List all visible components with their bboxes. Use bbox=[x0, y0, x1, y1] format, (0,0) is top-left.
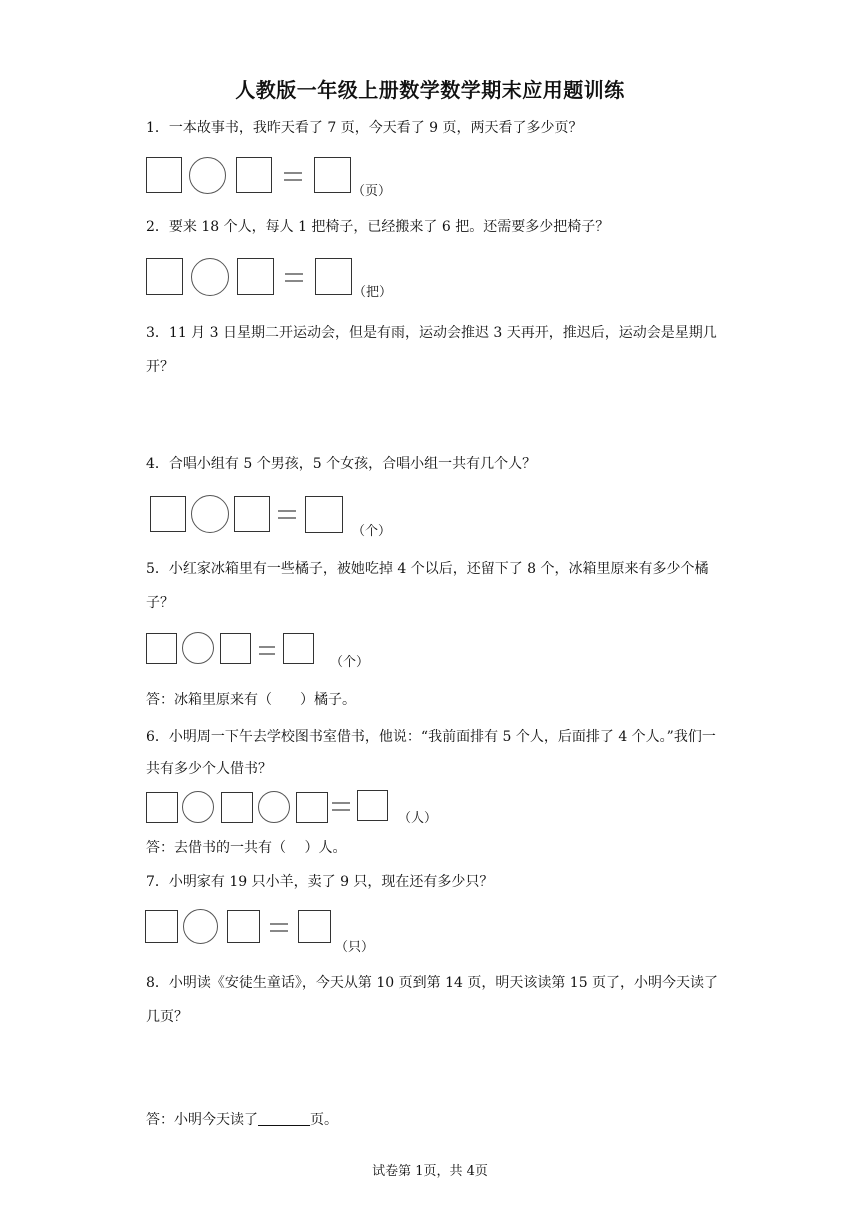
answer-box[interactable] bbox=[146, 157, 182, 193]
question-7: 7．小明家有 19 只小羊，卖了 9 只，现在还有多少只？ bbox=[146, 874, 494, 890]
answer-box[interactable] bbox=[150, 496, 186, 532]
answer-suffix: 页。 bbox=[310, 1112, 338, 1128]
question-4: 4．合唱小组有 5 个男孩，5 个女孩，合唱小组一共有几个人？ bbox=[146, 456, 537, 472]
operator-circle[interactable] bbox=[258, 791, 290, 823]
page-footer: 试卷第 1页，共 4页 bbox=[372, 1164, 488, 1179]
question-5: 5．小红家冰箱里有一些橘子，被她吃掉 4 个以后，还留下了 8 个，冰箱里原来有多少个橘子？ bbox=[146, 561, 709, 611]
answer-blank[interactable] bbox=[258, 1111, 310, 1126]
answer-box[interactable] bbox=[236, 157, 272, 193]
unit-label: （个） bbox=[330, 655, 370, 670]
question-8: 8．小明读《安徒生童话》，今天从第 10 页到第 14 页，明天该读第 15 页了，小明今天读了几页？ bbox=[146, 975, 719, 1025]
question-2: 2．要来 18 个人，每人 1 把椅子，已经搬来了 6 把。还需要多少把椅子？ bbox=[146, 219, 610, 235]
unit-label: （人） bbox=[398, 811, 438, 826]
result-box[interactable] bbox=[298, 910, 331, 943]
operator-circle[interactable] bbox=[182, 632, 214, 664]
answer-line-5: 答：冰箱里原来有（ ）橘子。 bbox=[146, 692, 356, 708]
operator-circle[interactable] bbox=[182, 791, 214, 823]
answer-box[interactable] bbox=[146, 258, 183, 295]
result-box[interactable] bbox=[305, 496, 343, 533]
answer-box[interactable] bbox=[145, 910, 178, 943]
result-box[interactable] bbox=[315, 258, 352, 295]
page-title: 人教版一年级上册数学数学期末应用题训练 bbox=[235, 78, 625, 102]
unit-label: （个） bbox=[352, 524, 392, 539]
answer-box[interactable] bbox=[221, 792, 253, 823]
question-6: 6．小明周一下午去学校图书室借书，他说：“我前面排有 5 个人，后面排了 4 个人。”我们一共有多少个人借书？ bbox=[146, 729, 716, 777]
answer-box[interactable] bbox=[296, 792, 328, 823]
answer-box[interactable] bbox=[220, 633, 251, 664]
result-box[interactable] bbox=[357, 790, 388, 821]
question-1: 1．一本故事书，我昨天看了 7 页，今天看了 9 页，两天看了多少页？ bbox=[146, 120, 583, 136]
unit-label: （只） bbox=[335, 940, 375, 955]
answer-prefix: 答：小明今天读了 bbox=[146, 1112, 258, 1128]
unit-label: （页） bbox=[352, 184, 392, 199]
answer-box[interactable] bbox=[234, 496, 270, 532]
operator-circle[interactable] bbox=[189, 157, 226, 194]
answer-box[interactable] bbox=[237, 258, 274, 295]
operator-circle[interactable] bbox=[191, 495, 229, 533]
unit-label: （把） bbox=[353, 285, 393, 300]
answer-box[interactable] bbox=[146, 792, 178, 823]
operator-circle[interactable] bbox=[191, 258, 229, 296]
result-box[interactable] bbox=[283, 633, 314, 664]
question-3: 3．11 月 3 日星期二开运动会，但是有雨，运动会推迟 3 天再开，推迟后，运动会是星期几开？ bbox=[146, 325, 717, 375]
result-box[interactable] bbox=[314, 157, 351, 193]
answer-box[interactable] bbox=[146, 633, 177, 664]
operator-circle[interactable] bbox=[183, 909, 218, 944]
answer-box[interactable] bbox=[227, 910, 260, 943]
answer-line-8 bbox=[146, 1110, 338, 1130]
answer-line-6: 答：去借书的一共有（ ）人。 bbox=[146, 840, 347, 856]
